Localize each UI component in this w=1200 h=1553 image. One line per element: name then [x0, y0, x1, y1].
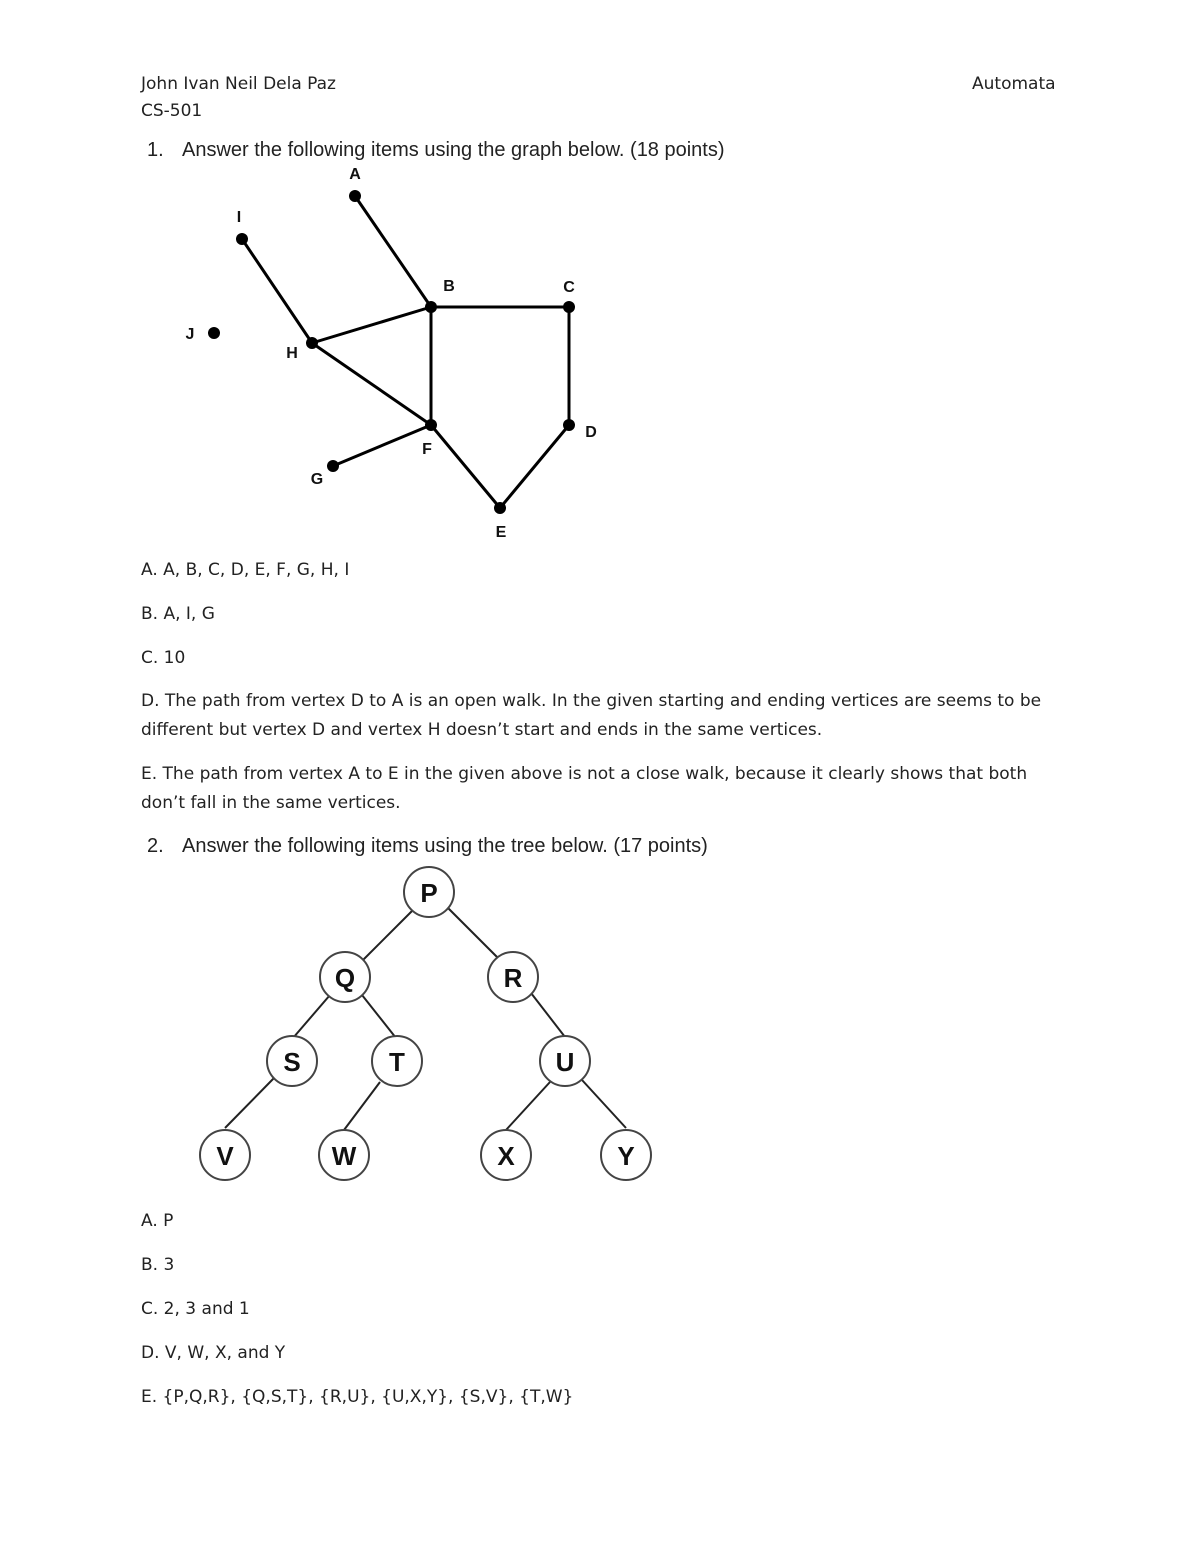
tree-label-q: Q [334, 963, 356, 993]
vertex-h [306, 337, 318, 349]
vertex-label-e: E [495, 524, 507, 541]
tree-label-s: S [283, 1047, 301, 1077]
tree-label-x: X [497, 1141, 515, 1171]
vertex-label-c: C [563, 279, 575, 296]
q1-answer-b: B. A, I, G [141, 604, 215, 624]
q2-answer-a: A. P [141, 1211, 174, 1231]
tree-edge-s-v [225, 1078, 274, 1128]
tree-edge-r-u [531, 993, 565, 1037]
edge-g-f [333, 425, 431, 466]
vertex-a [349, 190, 361, 202]
vertex-label-j: J [185, 326, 195, 343]
edge-h-f [312, 343, 431, 425]
tree-label-w: W [331, 1141, 357, 1171]
question2-number: 2. [147, 835, 164, 857]
vertex-c [563, 301, 575, 313]
edge-h-b [312, 307, 431, 343]
vertex-f [425, 419, 437, 431]
vertex-label-g: G [310, 471, 324, 488]
tree-edge-u-x [506, 1082, 550, 1130]
tree-edge-u-y [582, 1080, 626, 1128]
tree-label-y: Y [617, 1141, 635, 1171]
tree-edge-p-r [448, 908, 497, 957]
author-name: John Ivan Neil Dela Paz [141, 74, 336, 94]
vertex-e [494, 502, 506, 514]
tree-label-p: P [420, 878, 438, 908]
q2-answer-c: C. 2, 3 and 1 [141, 1299, 250, 1319]
edge-i-h [242, 239, 312, 343]
tree-edge-t-w [344, 1082, 380, 1130]
question2-prompt: Answer the following items using the tree below. (17 points) [182, 835, 708, 857]
question1-graph [0, 0, 1200, 560]
question1-number: 1. [147, 139, 164, 161]
tree-edge-q-s [293, 995, 330, 1038]
q2-answer-d: D. V, W, X, and Y [141, 1343, 286, 1363]
q1-answer-a: A. A, B, C, D, E, F, G, H, I [141, 560, 350, 580]
question2-tree [0, 860, 1200, 1190]
q2-answer-b: B. 3 [141, 1255, 175, 1275]
vertex-label-h: H [286, 345, 298, 362]
q1-answer-e: E. The path from vertex A to E in the given above is not a close walk, because it clearly shows that both don’t fall in the same vertices. [141, 764, 1028, 813]
edge-a-b [355, 196, 431, 307]
edge-e-f [431, 425, 500, 508]
tree-edge-q-t [362, 995, 396, 1038]
vertex-j [208, 327, 220, 339]
question1-prompt: Answer the following items using the graph below. (18 points) [182, 139, 725, 161]
vertex-i [236, 233, 248, 245]
tree-label-v: V [216, 1141, 234, 1171]
tree-label-r: R [503, 963, 523, 993]
vertex-label-f: F [422, 441, 432, 458]
vertex-label-i: I [236, 209, 242, 226]
course-code: CS-501 [141, 101, 203, 121]
vertex-label-b: B [443, 278, 455, 295]
edge-d-e [500, 425, 569, 508]
q1-answer-d: D. The path from vertex D to A is an open walk. In the given starting and ending vertices are seems to be different but vertex D and vertex H doesn’t start and ends in the same vertices. [141, 691, 1042, 740]
tree-label-u: U [555, 1047, 575, 1077]
tree-label-t: T [389, 1047, 405, 1077]
vertex-d [563, 419, 575, 431]
q1-answer-c: C. 10 [141, 648, 186, 668]
vertex-label-a: A [349, 166, 361, 183]
vertex-g [327, 460, 339, 472]
subject-name: Automata [972, 74, 1056, 94]
tree-edge-p-q [361, 911, 412, 962]
vertex-label-d: D [585, 424, 597, 441]
vertex-b [425, 301, 437, 313]
q2-answer-e: E. {P,Q,R}, {Q,S,T}, {R,U}, {U,X,Y}, {S,V}, {T,W} [141, 1387, 574, 1407]
